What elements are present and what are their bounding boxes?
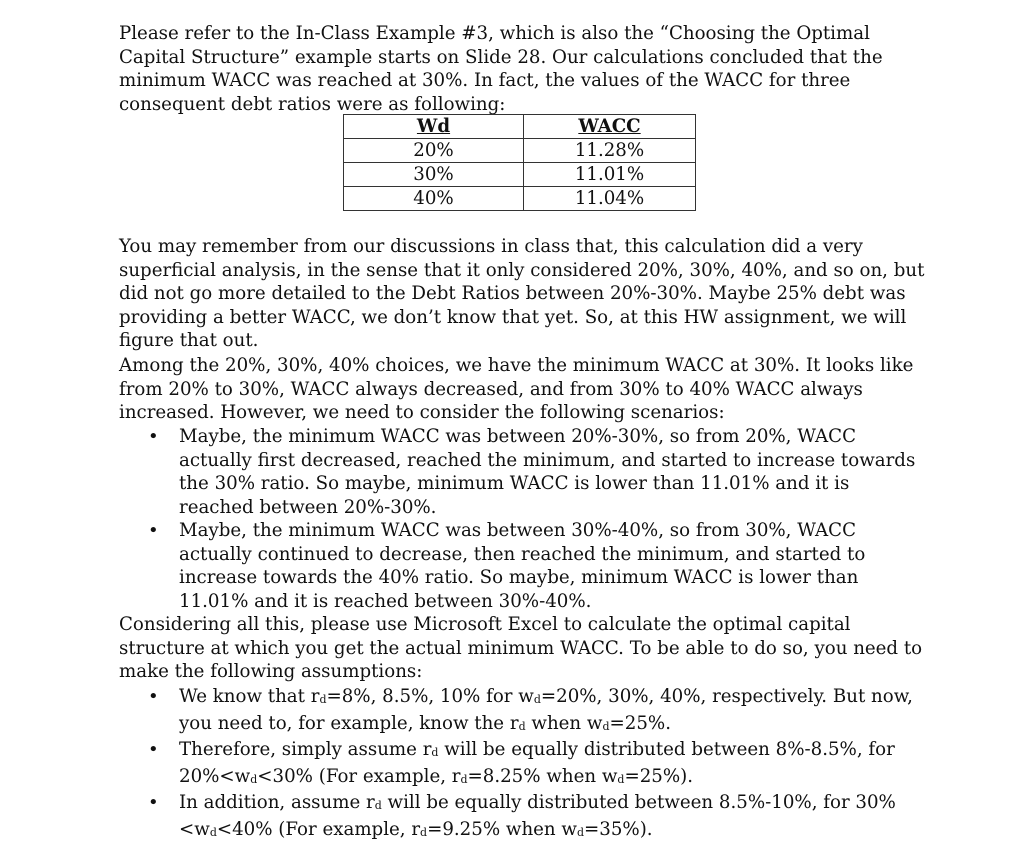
cell-wacc: 11.28% [524,139,696,163]
table-row [344,187,696,211]
list-item [119,685,929,738]
list-item-text: We know that $r_d=8\%$, 8.5%, 10% for $w_d=20\%$, 30%, 40%, respectively. But now, you need to, for example, know the $r_d$ when $w_d=25\%$. [179,686,913,734]
bullet-icon: • [148,520,159,541]
list-item-text: Maybe, the minimum WACC was between 30%-40%, so from 30%, WACC actually continued to decrease, then reached the minimum, and started to increase towards the 40% ratio. So maybe, minimum WACC is lower than 11.01% and it is reached between 30%-40%. [179,520,866,612]
wacc-table [343,114,696,211]
scenarios-list [119,425,929,613]
list-item [119,425,929,519]
intro-paragraph: Please refer to the In-Class Example #3, which is also the “Choosing the Optimal Capital Structure” example starts on Slide 28. Our calculations concluded that the minimum WACC was reached at 30%. In fact, the values of the WACC for three consequent debt ratios were as following: [119,23,883,115]
assumptions-paragraph: Considering all this, please use Microsoft Excel to calculate the optimal capital structure at which you get the actual minimum WACC. To be able to do so, you need to make the following assumptions: [119,614,923,682]
list-item [119,791,929,844]
bullet-icon: • [148,426,159,447]
table-row [344,163,696,187]
list-item [119,519,929,613]
table-header-row [344,115,696,139]
bullet-icon: • [148,739,159,760]
list-item-text: Therefore, simply assume $r_d$ will be equally distributed between 8%-8.5%, for $20\%<w_d<30\%$ (For example, $r_d=8.25\%$ when $w_d=25\%$). [179,739,895,787]
bullet-icon: • [148,686,159,707]
list-item [119,738,929,791]
list-item-text: In addition, assume $r_d$ will be equally distributed between 8.5%-10%, for $30\%<w_d<40\%$ (For example, $r_d=9.25\%$ when $w_d=35\%$). [179,792,896,840]
cell-wd: 30% [344,163,524,187]
cell-wacc: 11.04% [524,187,696,211]
header-wd: Wd [344,115,524,139]
cell-wd: 20% [344,139,524,163]
analysis-paragraph: You may remember from our discussions in class that, this calculation did a very superficial analysis, in the sense that it only considered 20%, 30%, 40%, and so on, but did not go more detailed to the Debt Ratios between 20%-30%. Maybe 25% debt was providing a better WACC, we don’t know that yet. So, at this HW assignment, we will figure that out. [119,236,925,351]
cell-wd: 40% [344,187,524,211]
bullet-icon: • [148,792,159,813]
table-row [344,139,696,163]
assumptions-list [119,685,929,844]
scenarios-paragraph: Among the 20%, 30%, 40% choices, we have the minimum WACC at 30%. It looks like from 20% to 30%, WACC always decreased, and from 30% to 40% WACC always increased. However, we need to consider the following scenarios: [119,355,914,423]
header-wacc: WACC [524,115,696,139]
list-item-text: Maybe, the minimum WACC was between 20%-30%, so from 20%, WACC actually first decreased, reached the minimum, and started to increase towards the 30% ratio. So maybe, minimum WACC is lower than 11.01% and it is reached between 20%-30%. [179,426,916,518]
cell-wacc: 11.01% [524,163,696,187]
